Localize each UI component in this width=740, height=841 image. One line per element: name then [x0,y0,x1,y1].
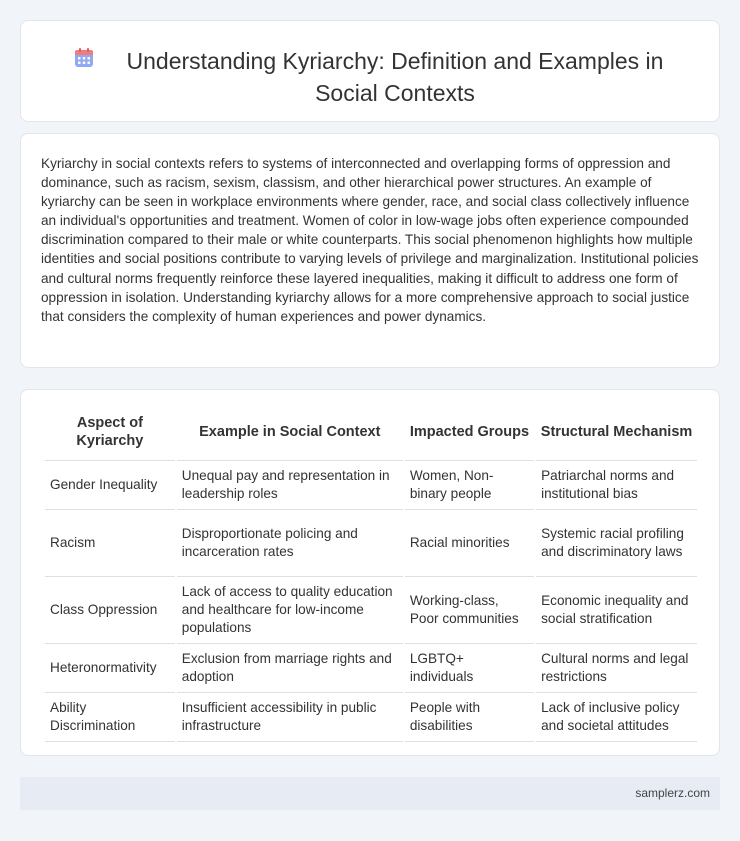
table-cell-groups: Women, Non-binary people [405,461,534,510]
table-cell-example: Unequal pay and representation in leadership roles [177,461,403,510]
table-cell-example: Exclusion from marriage rights and adoption [177,644,403,693]
table-cell-aspect: Gender Inequality [45,461,175,510]
table-cell-groups: Working-class, Poor communities [405,577,534,644]
table-cell-groups: LGBTQ+ individuals [405,644,534,693]
table-cell-mechanism: Economic inequality and social stratification [536,577,697,644]
intro-card [20,133,720,368]
column-header-example: Example in Social Context [177,410,403,461]
footer-bar [20,777,720,810]
table-cell-mechanism: Lack of inclusive policy and societal attitudes [536,693,697,742]
page-title: Understanding Kyriarchy: Definition and Examples in Social Contexts [126,48,664,106]
table-cell-aspect: Class Oppression [45,577,175,644]
footer-site-link[interactable]: samplerz.com [635,786,710,800]
table-cell-example: Insufficient accessibility in public infrastructure [177,693,403,742]
table-row [45,644,697,693]
table-cell-aspect: Racism [45,510,175,577]
table-cell-example: Lack of access to quality education and healthcare for low-income populations [177,577,403,644]
column-header-mechanism: Structural Mechanism [536,410,697,461]
table-card [20,389,720,756]
column-header-aspect: Aspect of Kyriarchy [45,410,175,461]
table-row [45,693,697,742]
intro-paragraph: Kyriarchy in social contexts refers to systems of interconnected and overlapping forms of oppression and dominance, such as racism, sexism, classism, and other hierarchical power structures. An example of kyriarchy can be seen in workplace environments where gender, race, and social class collectively influence an individual's opportunities and treatment. Women of color in low-wage jobs often experience compounded discrimination compared to their male or white counterparts. This social phenomenon highlights how multiple identities and social positions contribute to varying levels of privilege and marginalization. Institutional policies and cultural norms frequently reinforce these layered inequalities, making it difficult to address one form of oppression in isolation. Understanding kyriarchy allows for a more comprehensive approach to social justice that considers the complexity of human experiences and power dynamics. [41,156,699,324]
table-cell-aspect: Heteronormativity [45,644,175,693]
title-wrap [71,45,699,109]
table-row [45,577,697,644]
table-cell-aspect: Ability Discrimination [45,693,175,742]
table-header-row [45,410,697,461]
table-cell-mechanism: Cultural norms and legal restrictions [536,644,697,693]
header-card [20,20,720,122]
table-row [45,461,697,510]
table-cell-groups: Racial minorities [405,510,534,577]
column-header-groups: Impacted Groups [405,410,534,461]
table-cell-mechanism: Patriarchal norms and institutional bias [536,461,697,510]
kyriarchy-table [43,410,699,742]
table-cell-example: Disproportionate policing and incarceration rates [177,510,403,577]
table-row [45,510,697,577]
table-cell-mechanism: Systemic racial profiling and discriminatory laws [536,510,697,577]
table-cell-groups: People with disabilities [405,693,534,742]
